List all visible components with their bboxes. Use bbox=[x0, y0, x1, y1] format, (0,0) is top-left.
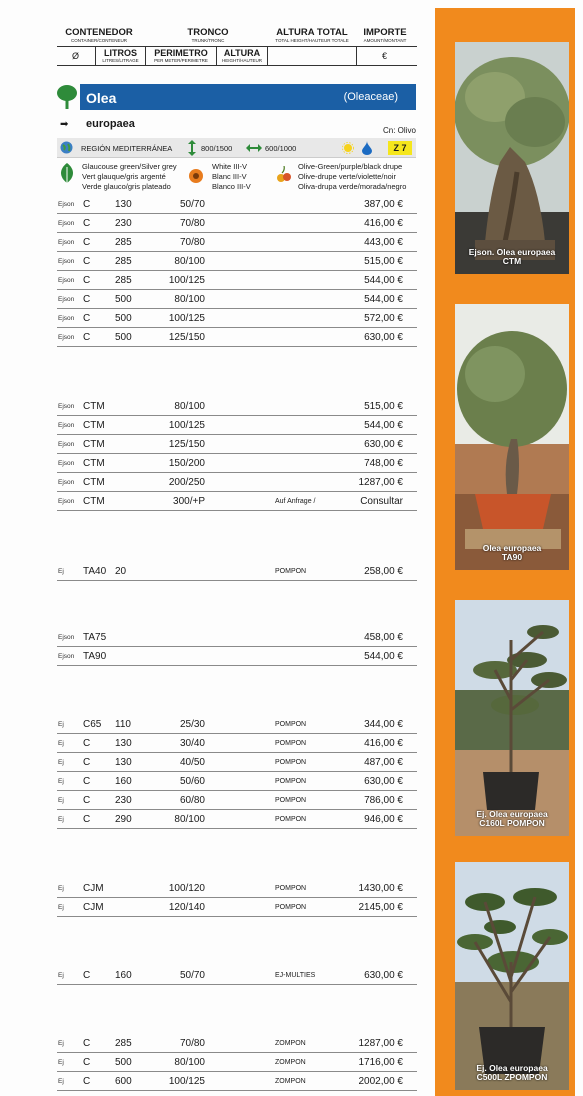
cell-cont: C bbox=[83, 256, 91, 267]
table-row bbox=[57, 879, 417, 898]
cell-cont: C bbox=[83, 814, 91, 825]
header-importe-label: IMPORTE bbox=[363, 27, 407, 38]
table-row bbox=[57, 454, 417, 473]
photo-pompon bbox=[455, 600, 569, 836]
cell-trunk: 70/80 bbox=[179, 1038, 205, 1049]
photo-caption-line: TA90 bbox=[501, 552, 523, 562]
fruit-icon bbox=[276, 166, 292, 184]
cell-price: 1430,00 € bbox=[358, 883, 403, 894]
cell-trunk: 60/80 bbox=[179, 795, 205, 806]
header-altura-label: ALTURA bbox=[223, 48, 261, 58]
cell-ej: Ejson bbox=[58, 258, 75, 265]
photo-caption-line: Ej. Olea europaea bbox=[476, 809, 548, 819]
cell-trunk: 50/70 bbox=[179, 970, 205, 981]
table-row bbox=[57, 1034, 417, 1053]
photo-caption bbox=[455, 544, 569, 562]
cell-ej: Ejson bbox=[58, 498, 75, 505]
cell-ej: Ejson bbox=[58, 277, 75, 284]
header-importe-sub: AMOUNT/MONTANT bbox=[363, 38, 407, 43]
cell-price: 544,00 € bbox=[364, 420, 403, 431]
cell-lit: 110 bbox=[115, 719, 131, 730]
header-divider bbox=[267, 46, 268, 65]
cell-trunk: 100/125 bbox=[168, 313, 205, 324]
cell-price: 786,00 € bbox=[364, 795, 403, 806]
cell-lit: 160 bbox=[115, 970, 132, 981]
cell-trunk: 200/250 bbox=[168, 477, 205, 488]
cell-cont: C bbox=[83, 795, 91, 806]
photo-zompon bbox=[455, 862, 569, 1090]
cell-cont: C bbox=[83, 776, 91, 787]
cell-price: 572,00 € bbox=[364, 313, 403, 324]
cell-note: EJ-MULTIES bbox=[275, 972, 316, 979]
zompon-tree-photo bbox=[455, 862, 569, 1090]
cell-ej: Ej bbox=[58, 721, 64, 728]
cell-ej: Ejson bbox=[58, 403, 75, 410]
cell-price: 487,00 € bbox=[364, 757, 403, 768]
cell-lit: 130 bbox=[115, 738, 132, 749]
cell-cont: TA75 bbox=[83, 632, 107, 643]
header-perimetro-label: PERIMETRO bbox=[154, 48, 208, 58]
cell-lit: 285 bbox=[115, 256, 132, 267]
cell-trunk: 80/100 bbox=[174, 814, 205, 825]
cell-trunk: 150/200 bbox=[168, 458, 205, 469]
header-tronco-sub: TRUNK/TRONC bbox=[191, 38, 225, 43]
cell-lit: 500 bbox=[115, 1057, 132, 1068]
currency-symbol: € bbox=[382, 51, 388, 61]
photo-caption-line: Ej. Olea europaea bbox=[476, 1063, 548, 1073]
cell-note: POMPON bbox=[275, 759, 307, 766]
cell-price: 458,00 € bbox=[364, 632, 403, 643]
photo-caption bbox=[455, 248, 569, 266]
cell-ej: Ejson bbox=[58, 334, 75, 341]
cell-cont: CTM bbox=[83, 401, 105, 412]
foliage-line: Glaucouse green/Silver grey bbox=[82, 162, 177, 171]
cell-cont: CTM bbox=[83, 458, 105, 469]
photo-caption-line: Ejson. Olea europaea bbox=[468, 247, 556, 257]
water-drop-icon bbox=[362, 141, 372, 155]
header-litros bbox=[96, 49, 145, 63]
cell-note: POMPON bbox=[275, 568, 307, 575]
foliage-line: Verde glauco/gris plateado bbox=[82, 182, 171, 191]
cell-trunk: 40/50 bbox=[179, 757, 205, 768]
cell-note: POMPON bbox=[275, 797, 307, 804]
cell-trunk: 80/100 bbox=[174, 401, 205, 412]
cell-trunk: 120/140 bbox=[168, 902, 205, 913]
cell-cont: CJM bbox=[83, 883, 104, 894]
cell-price: 946,00 € bbox=[364, 814, 403, 825]
cell-ej: Ej bbox=[58, 568, 64, 575]
cell-lit: 130 bbox=[115, 199, 132, 210]
header-altura-total-sub: TOTAL HEIGHT/HAUTEUR TOTALE bbox=[275, 38, 349, 43]
cell-note: POMPON bbox=[275, 778, 307, 785]
cell-ej: Ej bbox=[58, 778, 64, 785]
table-row bbox=[57, 195, 417, 214]
cell-price: 1287,00 € bbox=[358, 1038, 403, 1049]
horizontal-arrow-icon bbox=[246, 144, 262, 152]
table-row bbox=[57, 1053, 417, 1072]
photo-caption-line: Olea europaea bbox=[482, 543, 542, 553]
header-litros-sub: LITRES/LITRAGE bbox=[102, 58, 139, 63]
cell-note: POMPON bbox=[275, 904, 307, 911]
table-row bbox=[57, 734, 417, 753]
cell-cont: C bbox=[83, 218, 91, 229]
header-divider bbox=[356, 46, 357, 65]
cell-ej: Ej bbox=[58, 740, 64, 747]
cell-cont: C bbox=[83, 757, 91, 768]
cell-trunk: 100/120 bbox=[168, 883, 205, 894]
genus-name: Olea bbox=[86, 90, 117, 106]
cell-price: 344,00 € bbox=[364, 719, 403, 730]
header-altura bbox=[217, 49, 267, 63]
photo-caption-line: CTM bbox=[502, 256, 522, 266]
table-row bbox=[57, 290, 417, 309]
cell-cont: CTM bbox=[83, 439, 105, 450]
table-row bbox=[57, 715, 417, 734]
table-row bbox=[57, 328, 417, 347]
cell-note: ZOMPON bbox=[275, 1078, 306, 1085]
table-row bbox=[57, 628, 417, 647]
cell-ej: Ejson bbox=[58, 441, 75, 448]
cell-trunk: 70/80 bbox=[179, 237, 205, 248]
flower-icon bbox=[188, 168, 204, 184]
cell-lit: 500 bbox=[115, 294, 132, 305]
pompon-tree-photo bbox=[455, 600, 569, 836]
table-row bbox=[57, 416, 417, 435]
cell-ej: Ej bbox=[58, 759, 64, 766]
cell-ej: Ejson bbox=[58, 201, 75, 208]
cell-price: 416,00 € bbox=[364, 738, 403, 749]
header-altura-sub: HEIGHT/HAUTEUR bbox=[221, 58, 262, 63]
cell-lit: 130 bbox=[115, 757, 132, 768]
region-label: REGIÓN MEDITERRÁNEA bbox=[81, 144, 173, 153]
cell-trunk: 50/70 bbox=[179, 199, 205, 210]
table-row bbox=[57, 647, 417, 666]
cell-price: 515,00 € bbox=[364, 256, 403, 267]
fruit-line: Olive-Green/purple/black drupe bbox=[298, 162, 403, 171]
cell-price: Consultar bbox=[360, 496, 403, 507]
table-row bbox=[57, 435, 417, 454]
cell-trunk: 100/125 bbox=[168, 420, 205, 431]
cell-price: 1287,00 € bbox=[358, 477, 403, 488]
cell-cont: CTM bbox=[83, 477, 105, 488]
header-altura-total bbox=[266, 28, 358, 43]
header-importe bbox=[356, 28, 414, 43]
fruit-text bbox=[298, 162, 406, 192]
header-tronco-label: TRONCO bbox=[187, 27, 229, 38]
cell-cont: CTM bbox=[83, 420, 105, 431]
info-bar bbox=[57, 138, 416, 158]
cell-ej: Ej bbox=[58, 816, 64, 823]
olive-tree-photo bbox=[455, 42, 569, 274]
cell-ej: Ejson bbox=[58, 220, 75, 227]
cell-trunk: 70/80 bbox=[179, 218, 205, 229]
cell-trunk: 80/100 bbox=[174, 294, 205, 305]
cell-note: ZOMPON bbox=[275, 1059, 306, 1066]
cell-price: 630,00 € bbox=[364, 970, 403, 981]
cell-lit: 290 bbox=[115, 814, 132, 825]
family-name: (Oleaceae) bbox=[343, 91, 398, 103]
cell-trunk: 30/40 bbox=[179, 738, 205, 749]
cell-ej: Ej bbox=[58, 1040, 64, 1047]
cell-note: POMPON bbox=[275, 885, 307, 892]
arrow-right-icon: ➡ bbox=[60, 119, 69, 130]
photo-ta90 bbox=[455, 304, 569, 570]
width-range: 600/1000 bbox=[265, 144, 297, 153]
cell-cont: C bbox=[83, 332, 91, 343]
table-row bbox=[57, 397, 417, 416]
cell-cont: C bbox=[83, 738, 91, 749]
header-contenedor-label: CONTENEDOR bbox=[65, 27, 133, 38]
photo-caption bbox=[455, 1064, 569, 1082]
table-row bbox=[57, 492, 417, 511]
cell-trunk: 25/30 bbox=[179, 719, 205, 730]
cell-price: 630,00 € bbox=[364, 439, 403, 450]
table-row bbox=[57, 791, 417, 810]
flower-text bbox=[212, 162, 251, 192]
cell-cont: TA40 bbox=[83, 566, 107, 577]
table-row bbox=[57, 233, 417, 252]
foliage-line: Vert glauque/gris argenté bbox=[82, 172, 166, 181]
hardiness-zone-badge: Z 7 bbox=[388, 141, 412, 155]
leaf-icon bbox=[59, 163, 75, 185]
cell-cont: C bbox=[83, 199, 91, 210]
tree-icon bbox=[56, 84, 78, 110]
cell-trunk: 125/150 bbox=[168, 439, 205, 450]
header-tronco bbox=[176, 28, 240, 43]
cell-trunk: 300/+P bbox=[173, 496, 205, 507]
table-row bbox=[57, 966, 417, 985]
cell-price: 630,00 € bbox=[364, 332, 403, 343]
cell-trunk: 80/100 bbox=[174, 1057, 205, 1068]
cell-note: ZOMPON bbox=[275, 1040, 306, 1047]
cell-note: POMPON bbox=[275, 816, 307, 823]
cell-cont: C bbox=[83, 294, 91, 305]
table-row bbox=[57, 252, 417, 271]
cell-cont: C bbox=[83, 313, 91, 324]
cell-lit: 600 bbox=[115, 1076, 132, 1087]
cell-ej: Ej bbox=[58, 1059, 64, 1066]
cell-price: 387,00 € bbox=[364, 199, 403, 210]
cell-ej: Ej bbox=[58, 885, 64, 892]
cell-note: POMPON bbox=[275, 721, 307, 728]
cell-ej: Ejson bbox=[58, 653, 75, 660]
cell-trunk: 100/125 bbox=[168, 275, 205, 286]
cell-price: 544,00 € bbox=[364, 651, 403, 662]
table-row bbox=[57, 473, 417, 492]
cell-ej: Ej bbox=[58, 797, 64, 804]
cell-price: 544,00 € bbox=[364, 275, 403, 286]
height-range: 800/1500 bbox=[201, 144, 233, 153]
cell-cont: C bbox=[83, 970, 91, 981]
cell-ej: Ej bbox=[58, 1078, 64, 1085]
cell-price: 748,00 € bbox=[364, 458, 403, 469]
cell-ej: Ejson bbox=[58, 634, 75, 641]
cell-trunk: 80/100 bbox=[174, 256, 205, 267]
cell-price: 443,00 € bbox=[364, 237, 403, 248]
cell-price: 544,00 € bbox=[364, 294, 403, 305]
flower-line: Blanc III-V bbox=[212, 172, 247, 181]
species-epithet: europaea bbox=[86, 118, 135, 130]
cell-price: 416,00 € bbox=[364, 218, 403, 229]
table-row bbox=[57, 753, 417, 772]
cell-lit: 285 bbox=[115, 237, 132, 248]
cell-ej: Ejson bbox=[58, 296, 75, 303]
cell-ej: Ejson bbox=[58, 422, 75, 429]
cell-price: 258,00 € bbox=[364, 566, 403, 577]
cell-ej: Ejson bbox=[58, 315, 75, 322]
cell-lit: 285 bbox=[115, 1038, 132, 1049]
header-contenedor-sub: CONTAINER/CONTENEUR bbox=[71, 38, 127, 43]
cell-price: 515,00 € bbox=[364, 401, 403, 412]
cell-cont: TA90 bbox=[83, 651, 107, 662]
globe-icon bbox=[60, 141, 73, 154]
cell-note: POMPON bbox=[275, 740, 307, 747]
photo-ctm bbox=[455, 42, 569, 274]
olive-tree-photo bbox=[455, 304, 569, 570]
cell-ej: Ej bbox=[58, 972, 64, 979]
flower-line: Blanco III-V bbox=[212, 182, 251, 191]
flower-line: White III-V bbox=[212, 162, 248, 171]
foliage-text bbox=[82, 162, 177, 192]
header-litros-label: LITROS bbox=[104, 48, 137, 58]
cell-cont: C bbox=[83, 275, 91, 286]
vertical-arrow-icon bbox=[188, 140, 196, 156]
cell-cont: C65 bbox=[83, 719, 102, 730]
table-row bbox=[57, 772, 417, 791]
cell-note: Auf Anfrage / bbox=[275, 498, 316, 505]
cell-lit: 230 bbox=[115, 218, 132, 229]
cell-cont: CTM bbox=[83, 496, 105, 507]
header-perimetro bbox=[146, 49, 216, 63]
header-perimetro-sub: PER METER/PERIMETRE bbox=[154, 58, 208, 63]
table-row bbox=[57, 562, 417, 581]
fruit-line: Olive-drupe verte/violette/noir bbox=[298, 172, 396, 181]
cell-trunk: 50/60 bbox=[179, 776, 205, 787]
cell-price: 630,00 € bbox=[364, 776, 403, 787]
cell-cont: C bbox=[83, 237, 91, 248]
photo-caption bbox=[455, 810, 569, 828]
cell-trunk: 100/125 bbox=[168, 1076, 205, 1087]
cell-lit: 285 bbox=[115, 275, 132, 286]
species-title-bar bbox=[80, 84, 416, 110]
cell-cont: CJM bbox=[83, 902, 104, 913]
sun-icon bbox=[342, 142, 354, 154]
cell-cont: C bbox=[83, 1057, 91, 1068]
table-row bbox=[57, 1072, 417, 1091]
cell-ej: Ejson bbox=[58, 239, 75, 246]
fruit-line: Oliva-drupa verde/morada/negro bbox=[298, 182, 407, 191]
cell-lit: 230 bbox=[115, 795, 132, 806]
table-row bbox=[57, 309, 417, 328]
cell-lit: 500 bbox=[115, 313, 132, 324]
cell-price: 2002,00 € bbox=[358, 1076, 403, 1087]
common-name: Cn: Olivo bbox=[383, 126, 416, 135]
cell-price: 2145,00 € bbox=[358, 902, 403, 913]
cell-lit: 160 bbox=[115, 776, 132, 787]
table-row bbox=[57, 898, 417, 917]
cell-cont: C bbox=[83, 1038, 91, 1049]
table-row bbox=[57, 810, 417, 829]
cell-cont: C bbox=[83, 1076, 91, 1087]
header-rule-top bbox=[57, 46, 417, 47]
header-altura-total-label: ALTURA TOTAL bbox=[276, 27, 348, 38]
photo-caption-line: C160L POMPON bbox=[479, 818, 545, 828]
cell-lit: 500 bbox=[115, 332, 132, 343]
header-contenedor bbox=[62, 28, 136, 43]
cell-trunk: 125/150 bbox=[168, 332, 205, 343]
cell-lit: 20 bbox=[115, 566, 127, 577]
cell-price: 1716,00 € bbox=[358, 1057, 403, 1068]
cell-ej: Ejson bbox=[58, 460, 75, 467]
diameter-symbol: Ø bbox=[72, 51, 80, 61]
table-row bbox=[57, 271, 417, 290]
photo-caption-line: C500L ZPOMPON bbox=[476, 1072, 548, 1082]
cell-ej: Ejson bbox=[58, 479, 75, 486]
header-rule-bottom bbox=[57, 65, 417, 66]
cell-ej: Ej bbox=[58, 904, 64, 911]
table-row bbox=[57, 214, 417, 233]
